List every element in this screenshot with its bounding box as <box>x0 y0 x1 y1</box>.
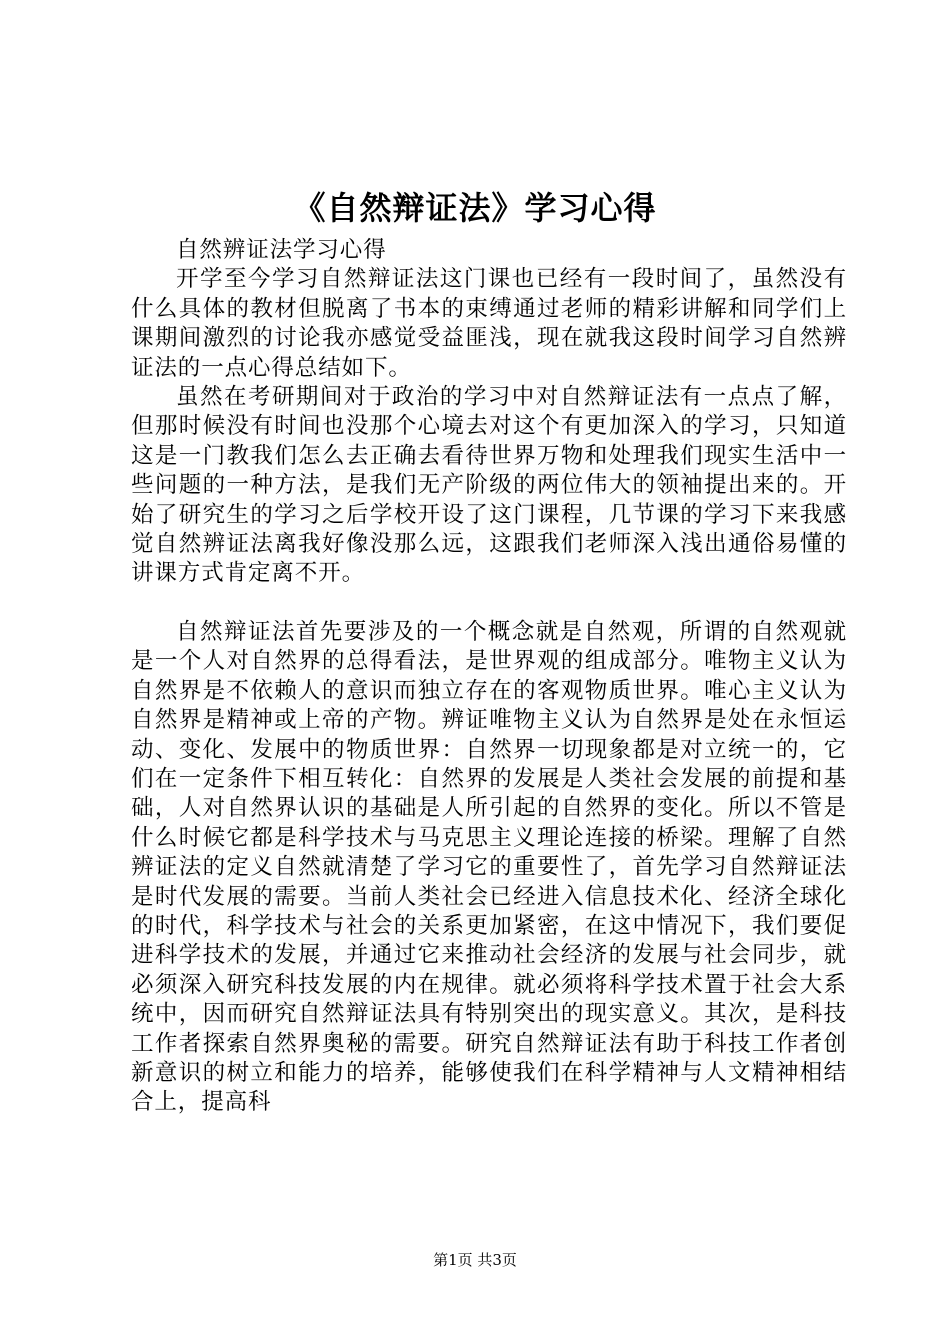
paragraph-subtitle: 自然辨证法学习心得 <box>176 237 387 263</box>
document-body <box>131 236 847 1118</box>
paragraph-intro: 开学至今学习自然辩证法这门课也已经有一段时间了，虽然没有什么具体的教材但脱离了书本的束缚通过老师的精彩讲解和同学们上课期间激烈的讨论我亦感觉受益匪浅，现在就我这段时间学习自然辨证法的一点心得总结如下。 <box>131 266 847 381</box>
paragraph-background: 虽然在考研期间对于政治的学习中对自然辩证法有一点点了解，但那时候没有时间也没那个心境去对这个有更加深入的学习，只知道这是一门教我们怎么去正确去看待世界万物和处理我们现实生活中一些问题的一种方法，是我们无产阶级的两位伟大的领袖提出来的。开始了研究生的学习之后学校开设了这门课程，几节课的学习下来我感觉自然辨证法离我好像没那么远，这跟我们老师深入浅出通俗易懂的讲课方式肯定离不开。 <box>131 384 847 587</box>
paragraph-concept: 自然辩证法首先要涉及的一个概念就是自然观，所谓的自然观就是一个人对自然界的总得看法，是世界观的组成部分。唯物主义认为自然界是不依赖人的意识而独立存在的客观物质世界。唯心主义认为自然界是精神或上帝的产物。辨证唯物主义认为自然界是处在永恒运动、变化、发展中的物质世界：自然界一切现象都是对立统一的，它们在一定条件下相互转化：自然界的发展是人类社会发展的前提和基础，人对自然界认识的基础是人所引起的自然界的变化。所以不管是什么时候它都是科学技术与马克思主义理论连接的桥梁。理解了自然辨证法的定义自然就清楚了学习它的重要性了，首先学习自然辩证法是时代发展的需要。当前人类社会已经进入信息技术化、经济全球化的时代，科学技术与社会的关系更加紧密，在这中情况下，我们要促进科学技术的发展，并通过它来推动社会经济的发展与社会同步，就必须深入研究科技发展的内在规律。就必须将科学技术置于社会大系统中，因而研究自然辩证法具有特别突出的现实意义。其次，是科技工作者探索自然界奥秘的需要。研究自然辩证法有助于科技工作者创新意识的树立和能力的培养，能够使我们在科学精神与人文精神相结合上，提高科 <box>131 618 847 1116</box>
page-footer <box>0 1250 950 1270</box>
document-title: 《自然辩证法》学习心得 <box>293 189 657 227</box>
page-indicator: 第1页 共3页 <box>433 1251 517 1269</box>
